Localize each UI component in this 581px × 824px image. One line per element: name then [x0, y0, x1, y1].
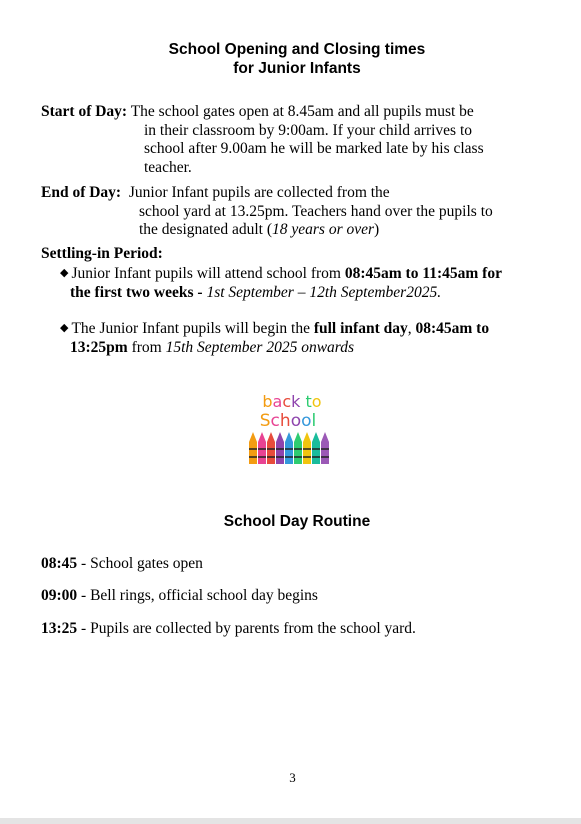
bullet-1-cont-bold: the first two weeks - — [70, 283, 207, 301]
bullet-2-text-plain: The Junior Infant pupils will begin the — [71, 320, 314, 337]
crayon-body — [321, 442, 329, 464]
bullet-1-text-plain: Junior Infant pupils will attend school from — [71, 265, 345, 282]
title-line-2: for Junior Infants — [233, 60, 361, 77]
crayon-body — [303, 442, 311, 464]
crayon-band — [276, 448, 284, 450]
crayon-band — [258, 456, 266, 458]
routine-text: - Bell rings, official school day begins — [77, 587, 318, 604]
crayon-body — [312, 442, 320, 464]
crayon-tip — [294, 432, 302, 442]
settling-in-bullet-2 — [60, 319, 489, 357]
crayon-tip — [285, 432, 293, 442]
bullet-2-cont-plain: from — [127, 338, 166, 356]
crayon-tip — [303, 432, 311, 442]
bullet-1-text-bold: 08:45am to 11:45am for — [344, 265, 502, 282]
crayon-band — [321, 456, 329, 458]
crayon-band — [249, 456, 257, 458]
crayon-body — [267, 442, 275, 464]
title-line-1: School Opening and Closing times — [168, 41, 426, 58]
crayon-tip — [249, 432, 257, 442]
crayon-body — [276, 442, 284, 464]
crayon-band — [312, 448, 320, 450]
start-of-day-section — [41, 103, 484, 177]
bullet-2-text-sep: , — [407, 320, 416, 337]
crayon-body — [285, 442, 293, 464]
routine-time: 09:00 — [41, 587, 78, 604]
crayon-band — [267, 448, 275, 450]
page-number: 3 — [289, 770, 296, 785]
end-of-day-line-3 — [41, 221, 493, 240]
end-of-day-section — [41, 184, 493, 240]
crayons-graphic — [249, 432, 329, 464]
crayon-tip — [258, 432, 266, 442]
logo-word-school: School — [259, 411, 317, 431]
crayon-body — [294, 442, 302, 464]
crayon-band — [276, 456, 284, 458]
end-of-day-text-1: Junior Infant pupils are collected from the — [128, 184, 390, 201]
end-of-day-line-1 — [41, 184, 493, 203]
logo-word-back-to: back to — [262, 392, 322, 411]
bullet-1-line-1 — [60, 265, 502, 282]
bullet-2-cont-bold: 13:25pm — [70, 338, 128, 356]
bullet-2-text-bold-1: full infant day — [313, 320, 408, 337]
crayon-tip — [321, 432, 329, 442]
crayon-band — [294, 448, 302, 450]
routine-item — [41, 587, 318, 606]
routine-item — [41, 620, 416, 639]
crayon-band — [285, 448, 293, 450]
routine-time: 08:45 — [41, 555, 78, 572]
crayon-band — [312, 456, 320, 458]
bullet-2-line-1 — [60, 320, 489, 337]
settling-in-bullet-1 — [60, 264, 502, 302]
bullet-1-line-2 — [60, 284, 502, 303]
bullet-1-cont-italic: 1st September – 12th September2025. — [206, 283, 442, 301]
crayon-band — [294, 456, 302, 458]
crayon-band — [258, 448, 266, 450]
routine-time: 13:25 — [41, 620, 78, 637]
routine-text: - School gates open — [77, 555, 203, 572]
crayon-body — [258, 442, 266, 464]
settling-in-section — [41, 245, 163, 264]
settling-in-label: Settling-in Period: — [41, 245, 163, 262]
start-of-day-text-4: teacher. — [144, 158, 192, 176]
bullet-2-line-2 — [60, 339, 489, 358]
routine-item — [41, 555, 203, 574]
bullet-2-cont-italic: 15th September 2025 onwards — [165, 338, 355, 356]
routine-title: School Day Routine — [223, 513, 371, 530]
page-title — [0, 40, 581, 78]
end-of-day-text-3b: 18 years or over — [272, 221, 375, 238]
end-of-day-label: End of Day: — [41, 184, 122, 201]
crayon-band — [321, 448, 329, 450]
start-of-day-line-1 — [41, 103, 484, 122]
back-to-school-logo — [246, 390, 332, 468]
crayon-tip — [267, 432, 275, 442]
bullet-2-text-bold-2: 08:45am to — [415, 320, 490, 337]
diamond-bullet-icon: ◆ — [60, 322, 69, 334]
start-of-day-text-2: in their classroom by 9:00am. If your child arrives to — [144, 121, 473, 139]
routine-text: - Pupils are collected by parents from the school yard. — [77, 620, 416, 637]
start-of-day-text-1: The school gates open at 8.45am and all pupils must be — [130, 103, 474, 120]
page-bottom-edge — [0, 818, 581, 824]
crayon-band — [285, 456, 293, 458]
end-of-day-text-3c: ) — [374, 221, 380, 238]
end-of-day-text-3a: the designated adult ( — [139, 221, 272, 238]
crayon-band — [303, 448, 311, 450]
crayon-band — [267, 456, 275, 458]
diamond-bullet-icon: ◆ — [60, 267, 69, 279]
crayon-band — [303, 456, 311, 458]
crayon-body — [249, 442, 257, 464]
crayon-tip — [276, 432, 284, 442]
end-of-day-text-2: school yard at 13.25pm. Teachers hand over the pupils to — [139, 202, 493, 220]
start-of-day-label: Start of Day: — [41, 103, 128, 120]
crayon-band — [249, 448, 257, 450]
crayon-tip — [312, 432, 320, 442]
start-of-day-text-3: school after 9.00am he will be marked late by his class — [144, 140, 484, 157]
